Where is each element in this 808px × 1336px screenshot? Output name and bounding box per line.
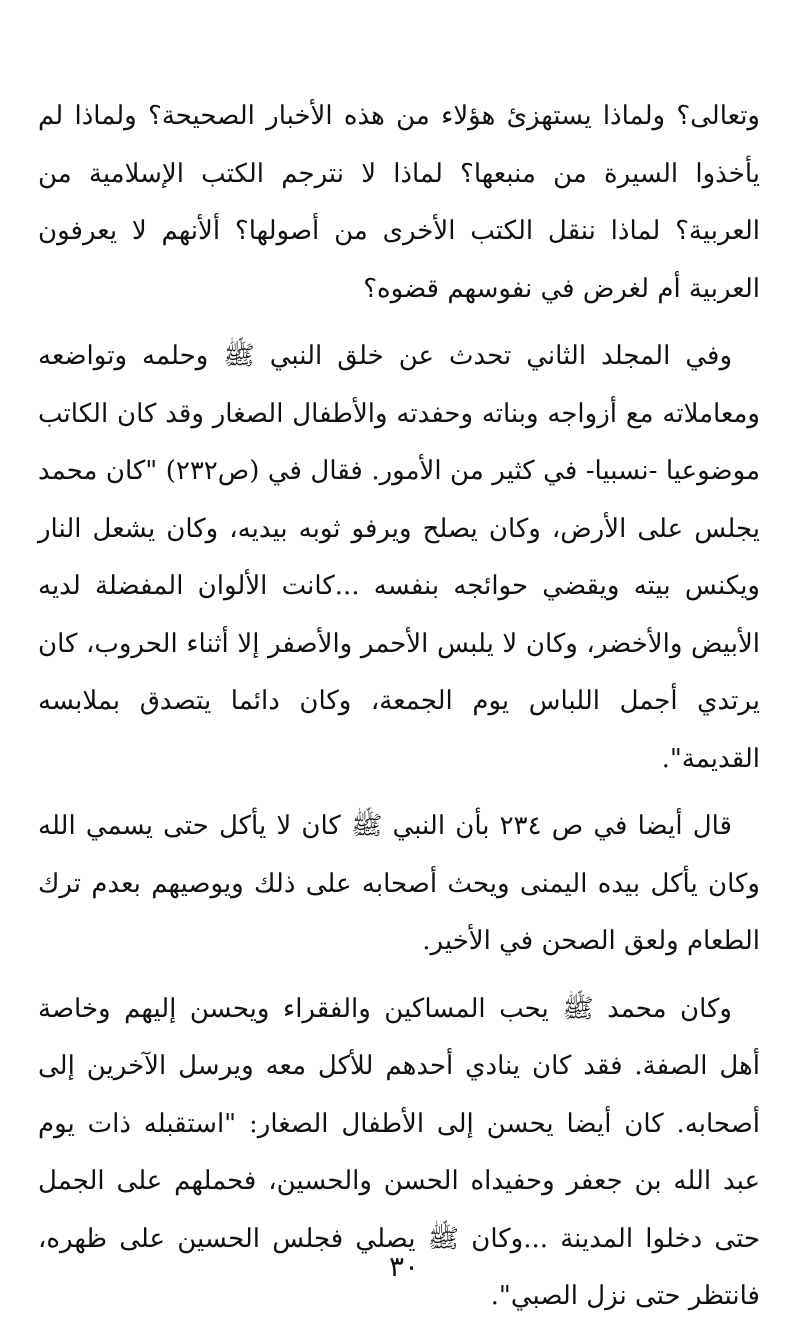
page-number: ٣٠ xyxy=(388,1250,420,1283)
paragraph-3: قال أيضا في ص ٢٣٤ بأن النبي ﷺ كان لا يأكل حتى يسمي الله وكان يأكل بيده اليمنى ويحث أصحابه على ذلك ويوصيهم بعدم ترك الطعام ولعق الصحن في الأخير. xyxy=(38,811,760,956)
page-body xyxy=(38,88,760,1336)
paragraph-4: وكان محمد ﷺ يحب المساكين والفقراء ويحسن إليهم وخاصة أهل الصفة. فقد كان ينادي أحدهم للأكل معه ويرسل الآخرين إلى أصحابه. كان أيضا يحسن إلى الأطفال الصغار: "استقبله ذات يوم عبد الله بن جعفر وحفيداه الحسن والحسين، فحملهم على الجمل حتى دخلوا المدينة ...وكان ﷺ يصلي فجلس الحسين على ظهره، فانتظر حتى نزل الصبي". xyxy=(38,993,760,1311)
paragraph-1: وتعالى؟ ولماذا يستهزئ هؤلاء من هذه الأخبار الصحيحة؟ ولماذا لم يأخذوا السيرة من منبعها؟ لماذا لا نترجم الكتب الإسلامية من العربية؟ لماذا ننقل الكتب الأخرى من أصولها؟ ألأنهم لا يعرفون العربية أم لغرض في نفوسهم قضوه؟ xyxy=(38,101,760,304)
paragraph-2: وفي المجلد الثاني تحدث عن خلق النبي ﷺ وحلمه وتواضعه ومعاملاته مع أزواجه وبناته وحفدته والأطفال الصغار وقد كان الكاتب موضوعيا -نسبيا- في كثير من الأمور. فقال في (ص٢٣٢) "كان محمد يجلس على الأرض، وكان يصلح ويرفو ثوبه بيديه، وكان يشعل النار ويكنس بيته ويقضي حوائجه بنفسه ...كانت الألوان المفضلة لديه الأبيض والأخضر، وكان لا يلبس الأحمر والأصفر إلا أثناء الحروب، كان يرتدي أجمل اللباس يوم الجمعة، وكان دائما يتصدق بملابسه القديمة". xyxy=(38,341,760,774)
